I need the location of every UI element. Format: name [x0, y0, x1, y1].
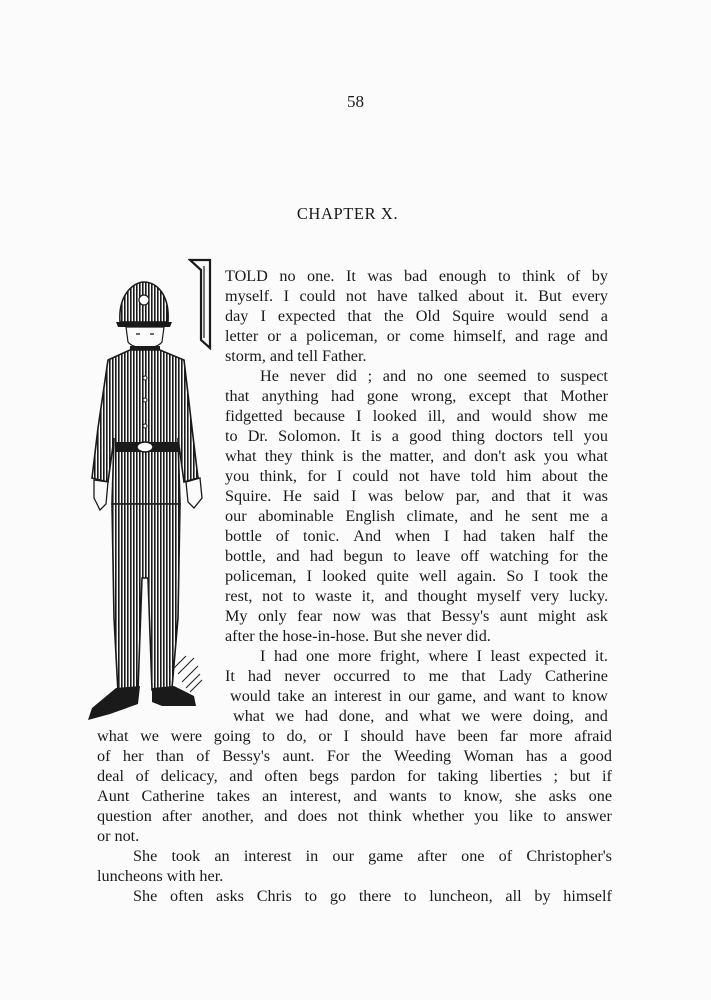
text-line: policeman, I looked quite well again. So I took the	[225, 567, 608, 585]
text-line: Squire. He said I was below par, and that it was	[225, 487, 608, 505]
text-line: what we were going to do, or I should have been far more afraid	[97, 727, 612, 745]
text-line: I had one more fright, where I least expected it.	[260, 647, 608, 665]
text-line: storm, and tell Father.	[225, 347, 367, 365]
text-line: TOLD no one. It was bad enough to think of by	[225, 267, 608, 285]
text-line: She took an interest in our game after one of Christopher's	[133, 847, 612, 865]
text-line: our abominable English climate, and he sent me a	[225, 507, 608, 525]
text-line: She often asks Chris to go there to luncheon, all by himself	[133, 887, 612, 905]
text-line: Aunt Catherine takes an interest, and wants to know, she asks one	[97, 787, 612, 805]
text-line: He never did ; and no one seemed to suspect	[260, 367, 608, 385]
policeman-illustration	[82, 278, 222, 726]
page-number: 58	[347, 92, 364, 111]
text-line: It had never occurred to me that Lady Catherine	[225, 667, 608, 685]
text-line: bottle, and had begun to leave off watching for the	[225, 547, 608, 565]
text-line: letter or a policeman, or come himself, and rage and	[225, 327, 608, 345]
text-line: day I expected that the Old Squire would send a	[225, 307, 608, 325]
text-line: question after another, and does not think whether you like to answer	[97, 807, 612, 825]
text-line: would take an interest in our game, and want to know	[230, 687, 608, 705]
text-line: to Dr. Solomon. It is a good thing doctors tell you	[225, 427, 608, 445]
text-line: bottle of tonic. And when I had taken half the	[225, 527, 608, 545]
chapter-title: CHAPTER X.	[296, 204, 399, 223]
text-line: rest, not to waste it, and thought myself very lucky.	[225, 587, 608, 605]
text-line: after the hose-in-hose. But she never did.	[225, 627, 491, 645]
text-line: luncheons with her.	[97, 867, 224, 885]
text-line: fidgetted because I looked ill, and would show me	[225, 407, 608, 425]
text-line: deal of delicacy, and often begs pardon for taking liberties ; but if	[97, 767, 612, 785]
text-line: you think, for I could not have told him about the	[225, 467, 608, 485]
text-line: myself. I could not have talked about it. But every	[225, 287, 608, 305]
text-line: what they think is the matter, and don't ask you what	[225, 447, 608, 465]
text-line: My only fear now was that Bessy's aunt might ask	[225, 607, 608, 625]
text-line: of her than of Bessy's aunt. For the Weeding Woman has a good	[97, 747, 612, 765]
text-line: or not.	[97, 827, 140, 845]
text-line: that anything had gone wrong, except that Mother	[225, 387, 608, 405]
text-line: what we had done, and what we were doing, and	[233, 707, 608, 725]
